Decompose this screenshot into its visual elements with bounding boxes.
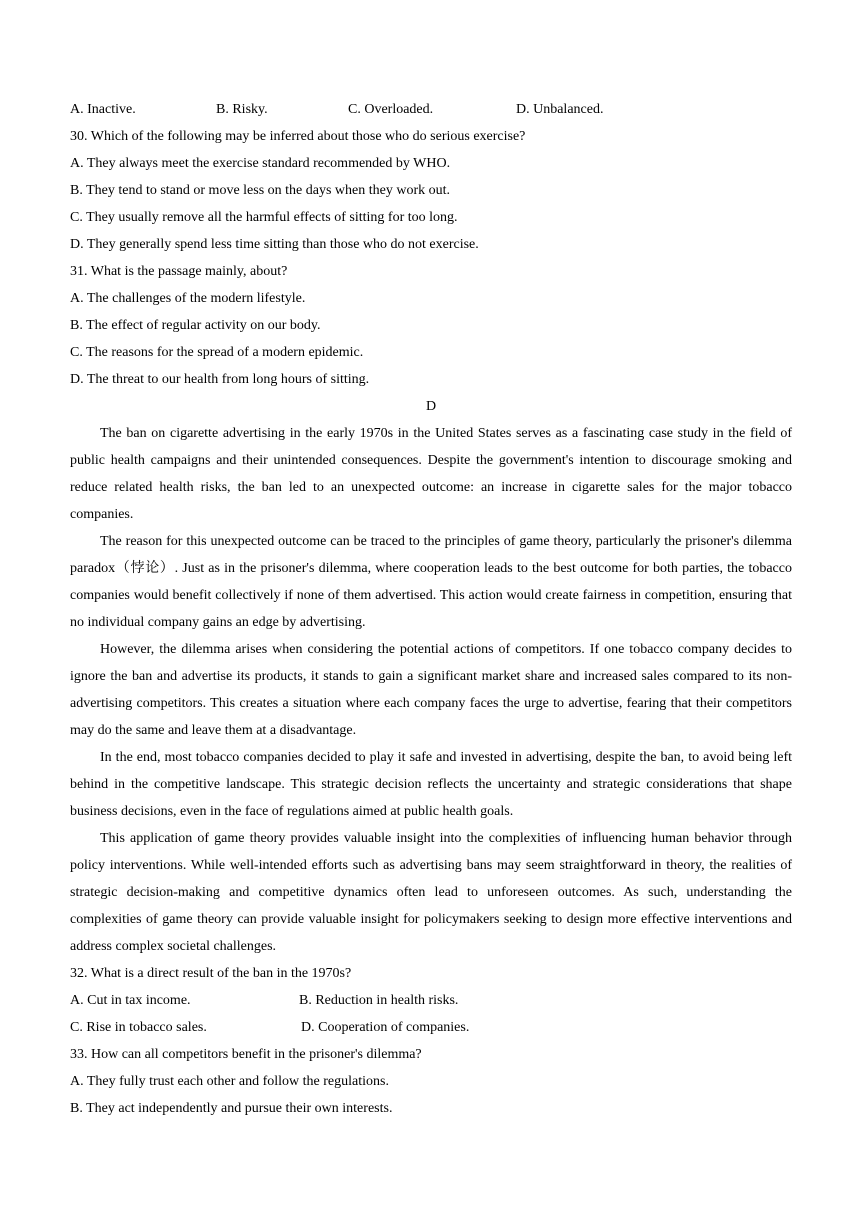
q32-option-c: C. Rise in tobacco sales. xyxy=(70,1020,207,1035)
q31-option-c: C. The reasons for the spread of a modern epidemic. xyxy=(70,345,364,360)
passage-paragraph-3: However, the dilemma arises when considering the potential actions of competitors. If one tobacco company decides to ignore the ban and advertise its products, it stands to gain a significant market share and increased sales compared to its non-advertising competitors. This creates a situation where each company faces the urge to advertise, fearing that their competitors may do the same and leave them at a disadvantage. xyxy=(70,642,792,738)
passage-paragraph-4: In the end, most tobacco companies decided to play it safe and invested in advertising, despite the ban, to avoid being left behind in the competitive landscape. This strategic decision reflects the uncertainty and strategic considerations that shape business decisions, even in the face of regulations aimed at public health goals. xyxy=(70,750,792,819)
q30-option-c: C. They usually remove all the harmful effects of sitting for too long. xyxy=(70,210,458,225)
q30-option-b: B. They tend to stand or move less on the days when they work out. xyxy=(70,183,451,198)
q32-option-d: D. Cooperation of companies. xyxy=(301,1020,470,1035)
q29-option-a: A. Inactive. xyxy=(70,102,136,117)
q33-option-b: B. They act independently and pursue their own interests. xyxy=(70,1101,393,1116)
passage-paragraph-5: This application of game theory provides valuable insight into the complexities of influencing human behavior through policy interventions. While well-intended efforts such as advertising bans may seem straightforward in theory, the realities of strategic decision-making and competitive dynamics often lead to unforeseen outcomes. As such, understanding the complexities of game theory can provide valuable insight for policymakers seeking to design more effective interventions and address complex societal challenges. xyxy=(70,831,792,954)
q32-stem: 32. What is a direct result of the ban in the 1970s? xyxy=(70,966,352,981)
q31-option-d: D. The threat to our health from long hours of sitting. xyxy=(70,372,370,387)
q31-stem: 31. What is the passage mainly, about? xyxy=(70,264,288,279)
document-page xyxy=(70,96,792,1122)
q30-option-d: D. They generally spend less time sitting than those who do not exercise. xyxy=(70,237,479,252)
q29-options xyxy=(70,96,792,123)
q31-option-a: A. The challenges of the modern lifestyle. xyxy=(70,291,306,306)
q29-option-d: D. Unbalanced. xyxy=(516,102,604,117)
q30-option-a: A. They always meet the exercise standard recommended by WHO. xyxy=(70,156,451,171)
q32-option-b: B. Reduction in health risks. xyxy=(299,993,459,1008)
q29-option-c: C. Overloaded. xyxy=(348,102,434,117)
q29-option-b: B. Risky. xyxy=(216,102,268,117)
section-heading-d: D xyxy=(425,399,437,414)
q31-option-b: B. The effect of regular activity on our body. xyxy=(70,318,321,333)
q32-option-a: A. Cut in tax income. xyxy=(70,993,191,1008)
q32-options-row-1 xyxy=(70,987,792,1014)
q33-stem: 33. How can all competitors benefit in the prisoner's dilemma? xyxy=(70,1047,422,1062)
q30-stem: 30. Which of the following may be inferred about those who do serious exercise? xyxy=(70,129,526,144)
q33-option-a: A. They fully trust each other and follow the regulations. xyxy=(70,1074,389,1089)
passage-paragraph-1: The ban on cigarette advertising in the early 1970s in the United States serves as a fascinating case study in the field of public health campaigns and their unintended consequences. Despite the government's intention to discourage smoking and reduce related health risks, the ban led to an unexpected outcome: an increase in cigarette sales for the major tobacco companies. xyxy=(70,426,792,522)
q32-options-row-2 xyxy=(70,1014,792,1041)
passage-paragraph-2: The reason for this unexpected outcome can be traced to the principles of game theory, particularly the prisoner's dilemma paradox（悖论）. Just as in the prisoner's dilemma, where cooperation leads to the best outcome for both parties, the tobacco companies would benefit collectively if none of them advertised. This action would create fairness in competition, ensuring that no individual company gains an edge by advertising. xyxy=(70,534,792,630)
